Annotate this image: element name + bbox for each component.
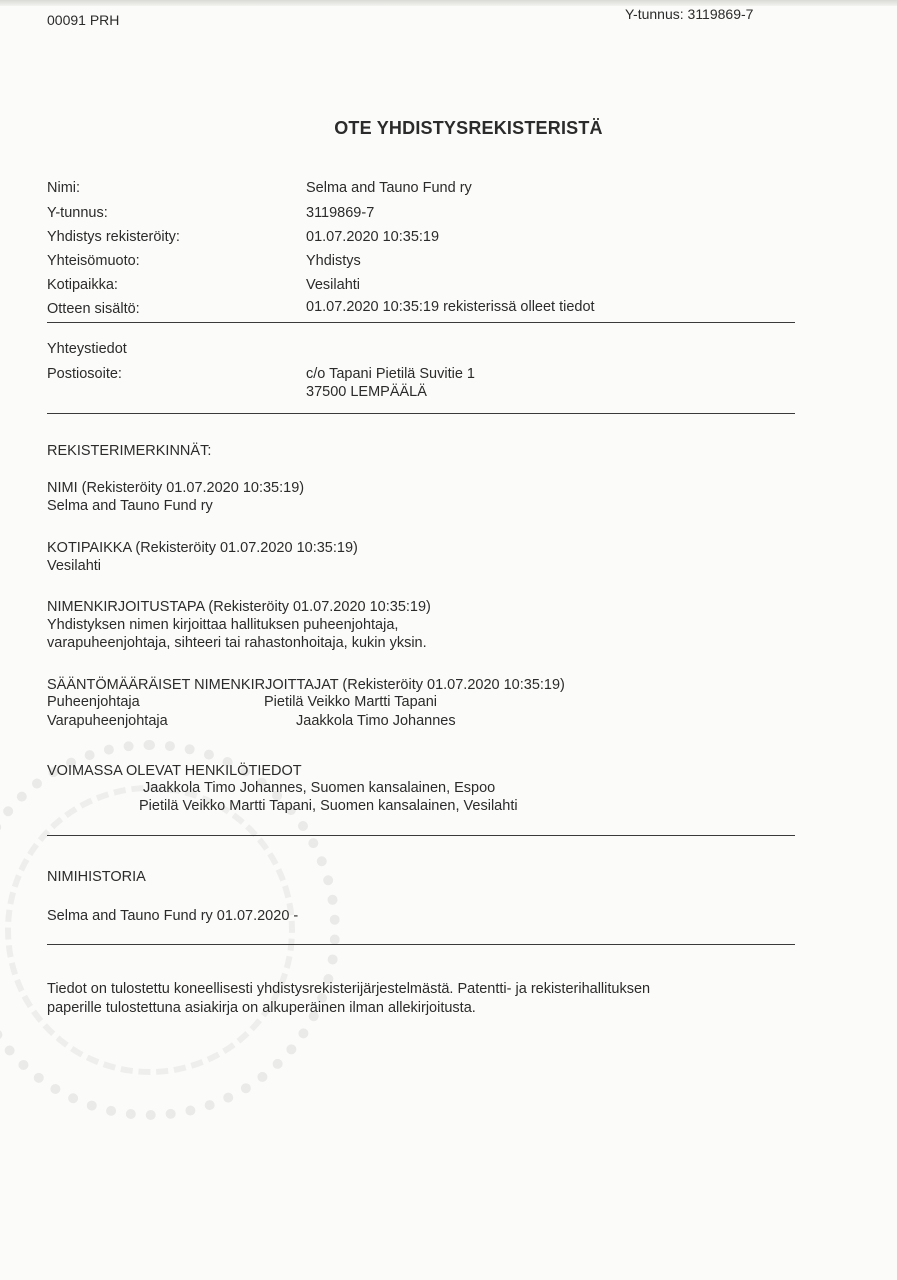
footer-note (47, 980, 807, 1018)
postal-address-label: Postiosoite: (47, 366, 122, 382)
entry-line: varapuheenjohtaja, sihteeri tai rahastonhoitaja, kukin yksin. (47, 635, 427, 651)
signer-name: Jaakkola Timo Johannes (296, 713, 456, 729)
field-value-business-id: 3119869-7 (306, 205, 375, 221)
divider (47, 944, 795, 945)
field-label-domicile: Kotipaikka: (47, 277, 118, 293)
person-entry: Jaakkola Timo Johannes, Suomen kansalainen, Espoo (143, 780, 496, 796)
entry-title: NIMENKIRJOITUSTAPA (Rekisteröity 01.07.2020 10:35:19) (47, 599, 431, 615)
person-entry: Pietilä Veikko Martti Tapani, Suomen kansalainen, Vesilahti (139, 798, 518, 814)
field-value-name: Selma and Tauno Fund ry (306, 180, 472, 196)
entry-value: Selma and Tauno Fund ry (47, 498, 213, 514)
field-label-name: Nimi: (47, 180, 81, 196)
register-entry-signing-method (47, 598, 431, 652)
divider (47, 322, 795, 323)
footer-line: Tiedot on tulostettu koneellisesti yhdistysrekisterijärjestelmästä. Patentti- ja rekisterihallituksen (47, 981, 651, 997)
name-history-entry: Selma and Tauno Fund ry 01.07.2020 - (47, 908, 299, 924)
document-code: 00091 PRH (47, 12, 120, 28)
field-label-content: Otteen sisältö: (47, 301, 140, 317)
document-title: OTE YHDISTYSREKISTERISTÄ (334, 118, 603, 138)
stamp-inner-ring (5, 785, 295, 1075)
faded-stamp-seal (0, 740, 340, 1120)
field-value-content: 01.07.2020 10:35:19 rekisterissä olleet tiedot (306, 299, 595, 315)
register-entry-name (47, 479, 304, 515)
entry-title: NIMI (Rekisteröity 01.07.2020 10:35:19) (47, 480, 305, 496)
entry-line: Yhdistyksen nimen kirjoittaa hallituksen puheenjohtaja, (47, 617, 399, 633)
register-entry-persons (47, 762, 302, 780)
field-label-business-id: Y-tunnus: (47, 205, 108, 221)
entry-title: SÄÄNTÖMÄÄRÄISET NIMENKIRJOITTAJAT (Rekisteröity 01.07.2020 10:35:19) (47, 677, 565, 693)
entry-title: KOTIPAIKKA (Rekisteröity 01.07.2020 10:35:19) (47, 540, 358, 556)
header-business-id: Y-tunnus: 3119869-7 (625, 6, 754, 22)
scan-edge (0, 0, 897, 6)
divider (47, 413, 795, 414)
postal-address-line1: c/o Tapani Pietilä Suvitie 1 (306, 366, 476, 382)
register-entry-signers (47, 676, 565, 694)
register-entry-domicile (47, 539, 358, 575)
contact-heading: Yhteystiedot (47, 341, 127, 357)
field-value-domicile: Vesilahti (306, 277, 361, 293)
signer-role: Puheenjohtaja (47, 694, 140, 710)
divider (47, 835, 795, 836)
name-history-heading: NIMIHISTORIA (47, 869, 146, 885)
entry-title: VOIMASSA OLEVAT HENKILÖTIEDOT (47, 763, 302, 779)
field-label-registered: Yhdistys rekisteröity: (47, 229, 180, 245)
signer-role: Varapuheenjohtaja (47, 713, 168, 729)
entry-value: Vesilahti (47, 558, 102, 574)
footer-line: paperille tulostettuna asiakirja on alkuperäinen ilman allekirjoitusta. (47, 1000, 476, 1016)
field-value-entity-type: Yhdistys (306, 253, 361, 269)
register-heading: REKISTERIMERKINNÄT: (47, 443, 212, 459)
field-value-registered: 01.07.2020 10:35:19 (306, 229, 440, 245)
postal-address-line2: 37500 LEMPÄÄLÄ (306, 384, 427, 400)
signer-name: Pietilä Veikko Martti Tapani (264, 694, 438, 710)
field-label-entity-type: Yhteisömuoto: (47, 253, 140, 269)
